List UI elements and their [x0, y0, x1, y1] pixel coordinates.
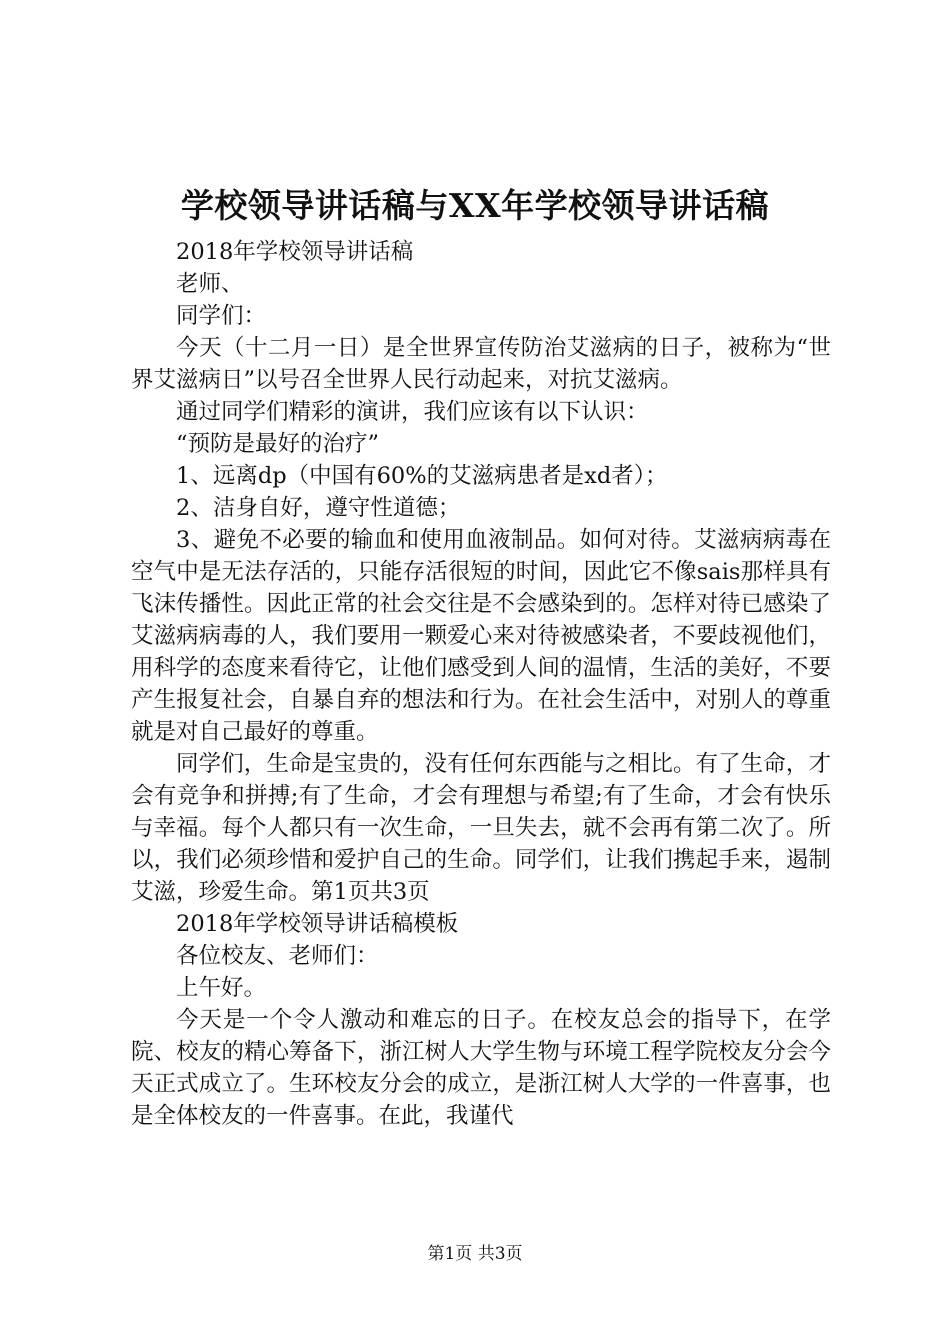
paragraph: 3、避免不必要的输血和使用血液制品。如何对待。艾滋病病毒在空气中是无法存活的，只能存活很短的时间，因此它不像sais那样具有飞沫传播性。因此正常的社会交往是不会感染到的。怎样对待已感染了艾滋病病毒的人，我们要用一颗爱心来对待被感染者，不要歧视他们，用科学的态度来看待它，让他们感受到人间的温情，生活的美好，不要产生报复社会，自暴自弃的想法和行为。在社会生活中，对别人的尊重就是对自己最好的尊重。	[131, 527, 831, 745]
document-title: 学校领导讲话稿与XX年学校领导讲话稿	[180, 186, 770, 225]
paragraph: 各位校友、老师们：	[176, 943, 379, 969]
paragraph: 2、洁身自好，遵守性道德；	[176, 495, 461, 521]
paragraph: 同学们：	[176, 303, 267, 329]
paragraph: 同学们，生命是宝贵的，没有任何东西能与之相比。有了生命，才会有竞争和拼搏;有了生命，才会有理想与希望;有了生命，才会有快乐与幸福。每个人都只有一次生命，一旦失去，就不会再有第二次了。所以，我们必须珍惜和爱护自己的生命。同学们，让我们携起手来，遏制艾滋，珍爱生命。第1页共3页	[131, 751, 831, 905]
paragraph: 2018年学校领导讲话稿	[176, 239, 414, 265]
paragraph: 今天是一个令人激动和难忘的日子。在校友总会的指导下，在学院、校友的精心筹备下，浙江树人大学生物与环境工程学院校友分会今天正式成立了。生环校友分会的成立，是浙江树人大学的一件喜事，也是全体校友的一件喜事。在此，我谨代	[131, 1007, 831, 1129]
page-footer: 第1页 共3页	[427, 1244, 523, 1264]
paragraph: 老师、	[176, 271, 244, 297]
paragraph: “预防是最好的治疗”	[176, 431, 380, 457]
paragraph: 1、远离dp（中国有60%的艾滋病患者是xd者）；	[176, 463, 668, 489]
paragraph: 通过同学们精彩的演讲，我们应该有以下认识：	[176, 399, 649, 425]
paragraph: 2018年学校领导讲话稿模板	[176, 911, 459, 937]
paragraph: 上午好。	[176, 975, 267, 1001]
document-body	[131, 236, 831, 1132]
paragraph: 今天（十二月一日）是全世界宣传防治艾滋病的日子，被称为“世界艾滋病日”以号召全世界人民行动起来，对抗艾滋病。	[131, 335, 831, 393]
